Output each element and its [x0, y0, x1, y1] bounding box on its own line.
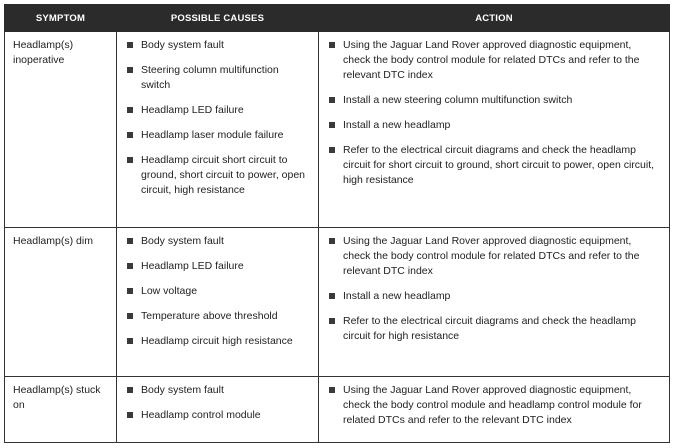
list-item: Steering column multifunction switch	[125, 63, 310, 93]
table-row	[5, 228, 670, 377]
list-item: Headlamp LED failure	[125, 259, 310, 274]
list-item: Using the Jaguar Land Rover approved diagnostic equipment, check the body control module for related DTCs and refer to the relevant DTC index	[327, 38, 661, 83]
list-item: Body system fault	[125, 234, 310, 249]
header-row	[5, 5, 670, 32]
list-item: Using the Jaguar Land Rover approved diagnostic equipment, check the body control module and headlamp control module for related DTCs and refer to the relevant DTC index	[327, 383, 661, 428]
causes-list	[125, 38, 310, 198]
header-possible-causes: POSSIBLE CAUSES	[117, 5, 319, 32]
causes-list	[125, 383, 310, 423]
list-item: Headlamp control module	[125, 408, 310, 423]
actions-list	[327, 234, 661, 344]
list-item: Headlamp circuit high resistance	[125, 334, 310, 349]
symptom-cell	[5, 228, 117, 377]
causes-list	[125, 234, 310, 349]
symptom-text: Headlamp(s) inoperative	[13, 39, 74, 66]
header-symptom: SYMPTOM	[5, 5, 117, 32]
list-item: Install a new steering column multifunction switch	[327, 93, 661, 108]
actions-cell	[319, 228, 670, 377]
list-item: Temperature above threshold	[125, 309, 310, 324]
list-item: Body system fault	[125, 383, 310, 398]
actions-cell	[319, 32, 670, 228]
diagnostic-table	[4, 4, 670, 443]
list-item: Body system fault	[125, 38, 310, 53]
list-item: Low voltage	[125, 284, 310, 299]
table-row	[5, 377, 670, 443]
actions-cell	[319, 377, 670, 443]
list-item: Refer to the electrical circuit diagrams and check the headlamp circuit for high resistance	[327, 314, 661, 344]
list-item: Headlamp circuit short circuit to ground, short circuit to power, open circuit, high resistance	[125, 153, 310, 198]
actions-list	[327, 38, 661, 188]
list-item: Refer to the electrical circuit diagrams and check the headlamp circuit for short circuit to ground, short circuit to power, open circuit, high resistance	[327, 143, 661, 188]
table-row	[5, 32, 670, 228]
symptom-text: Headlamp(s) stuck on	[13, 384, 101, 411]
actions-list	[327, 383, 661, 428]
causes-cell	[117, 228, 319, 377]
symptom-text: Headlamp(s) dim	[13, 235, 93, 247]
symptom-cell	[5, 32, 117, 228]
symptom-cell	[5, 377, 117, 443]
causes-cell	[117, 32, 319, 228]
list-item: Install a new headlamp	[327, 118, 661, 133]
list-item: Install a new headlamp	[327, 289, 661, 304]
header-action: ACTION	[319, 5, 670, 32]
list-item: Headlamp LED failure	[125, 103, 310, 118]
list-item: Using the Jaguar Land Rover approved diagnostic equipment, check the body control module for related DTCs and refer to the relevant DTC index	[327, 234, 661, 279]
causes-cell	[117, 377, 319, 443]
list-item: Headlamp laser module failure	[125, 128, 310, 143]
